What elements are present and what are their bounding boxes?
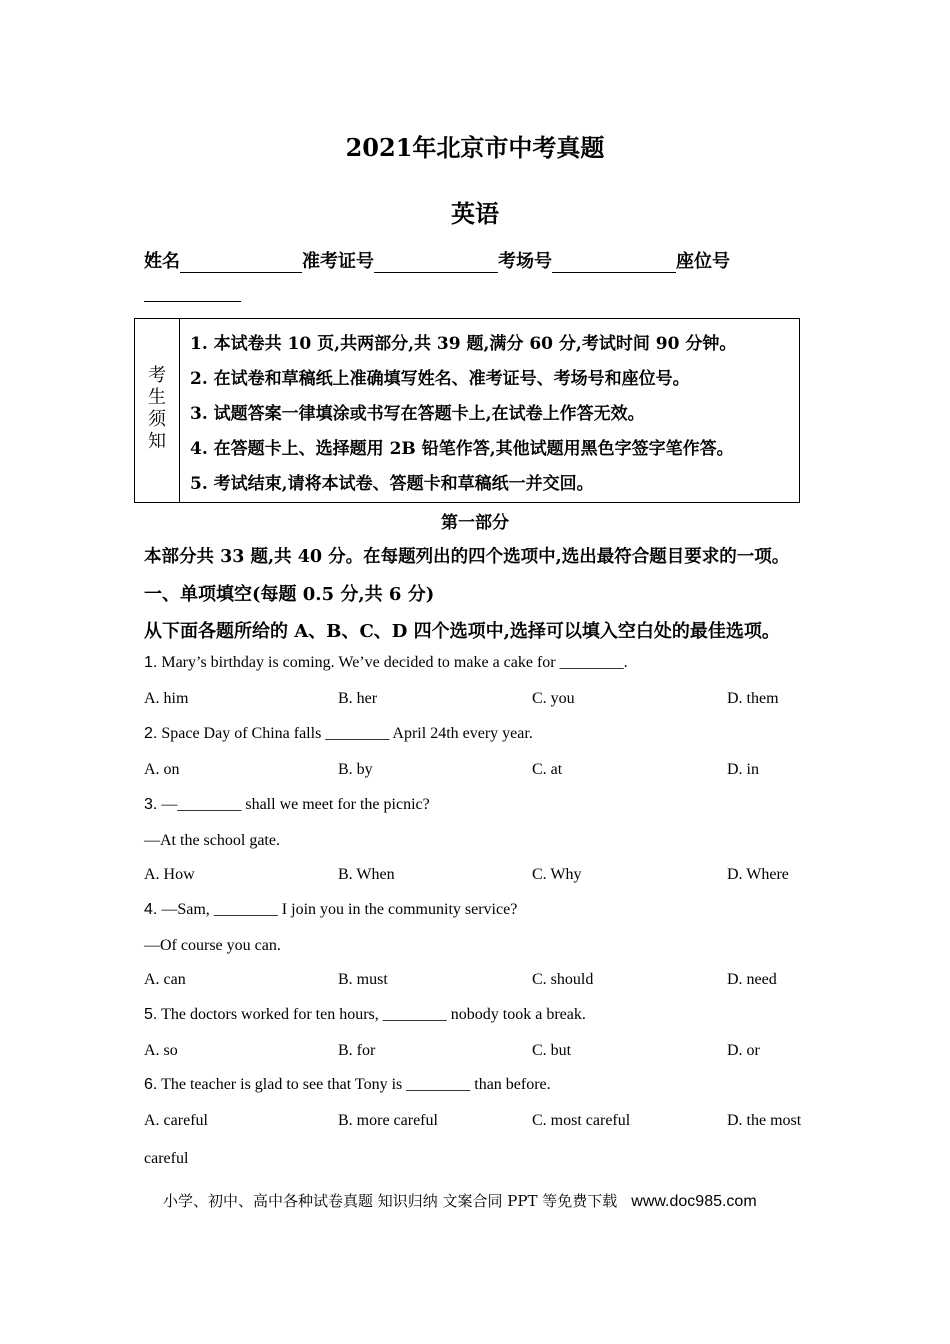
question-reply: —Of course you can. xyxy=(144,937,281,954)
notice-item: 4. 在答题卡上、选择题用 2B 铅笔作答,其他试题用黑色字签字笔作答。 xyxy=(190,439,734,459)
question-stem: —________ shall we meet for the picnic? xyxy=(161,796,430,813)
question-number: 2. xyxy=(144,725,158,742)
option-a[interactable]: A. so xyxy=(144,1042,178,1059)
option-a[interactable]: A. careful xyxy=(144,1112,208,1129)
option-b[interactable]: B. by xyxy=(338,761,373,778)
option-b[interactable]: B. her xyxy=(338,690,378,707)
question-4 xyxy=(144,901,517,919)
option-d-continuation: careful xyxy=(144,1150,189,1167)
option-c[interactable]: C. you xyxy=(532,690,575,707)
question-stem: Mary’s birthday is coming. We’ve decided to make a cake for ________. xyxy=(161,654,628,671)
info-fields-row xyxy=(144,247,730,273)
seat-blank[interactable] xyxy=(144,285,241,302)
question-3 xyxy=(144,796,430,814)
page-title: 2021年北京市中考真题 xyxy=(345,133,605,162)
question-1 xyxy=(144,654,628,672)
question-stem: The doctors worked for ten hours, ________ nobody took a break. xyxy=(161,1006,586,1023)
name-label: 姓名 xyxy=(144,251,180,272)
option-d[interactable]: D. the most xyxy=(727,1112,802,1129)
section-instruction: 从下面各题所给的 A、B、C、D 四个选项中,选择可以填入空白处的最佳选项。 xyxy=(144,621,780,642)
notice-label: 考生须知 xyxy=(148,365,166,452)
question-number: 5. xyxy=(144,1006,158,1023)
question-stem: The teacher is glad to see that Tony is ________ than before. xyxy=(161,1076,551,1093)
room-label: 考场号 xyxy=(498,251,552,272)
option-a[interactable]: A. can xyxy=(144,971,186,988)
question-reply: —At the school gate. xyxy=(144,832,280,849)
subject-title: 英语 xyxy=(451,199,499,228)
notice-item: 2. 在试卷和草稿纸上准确填写姓名、准考证号、考场号和座位号。 xyxy=(190,369,690,389)
part-intro: 本部分共 33 题,共 40 分。在每题列出的四个选项中,选出最符合题目要求的一项。 xyxy=(144,547,790,567)
option-b[interactable]: B. When xyxy=(338,866,395,883)
exam-number-label: 准考证号 xyxy=(302,251,374,272)
option-d[interactable]: D. in xyxy=(727,761,759,778)
room-blank[interactable] xyxy=(552,254,676,273)
option-a[interactable]: A. him xyxy=(144,690,189,707)
option-b[interactable]: B. for xyxy=(338,1042,376,1059)
question-number: 4. xyxy=(144,901,158,918)
option-d[interactable]: D. them xyxy=(727,690,779,707)
option-a[interactable]: A. on xyxy=(144,761,180,778)
footer-text: 小学、初中、高中各种试卷真题 知识归纳 文案合同 PPT 等免费下载 xyxy=(163,1192,618,1210)
option-c[interactable]: C. most careful xyxy=(532,1112,631,1129)
question-2 xyxy=(144,725,533,743)
notice-box xyxy=(134,318,800,503)
option-c[interactable]: C. at xyxy=(532,761,563,778)
option-d[interactable]: D. or xyxy=(727,1042,760,1059)
section-title: 一、单项填空(每题 0.5 分,共 6 分) xyxy=(144,584,435,605)
part-heading: 第一部分 xyxy=(441,513,509,533)
question-stem: Space Day of China falls ________ April 24th every year. xyxy=(161,725,533,742)
footer xyxy=(163,1190,757,1211)
option-b[interactable]: B. more careful xyxy=(338,1112,438,1129)
notice-item: 5. 考试结束,请将本试卷、答题卡和草稿纸一并交回。 xyxy=(190,474,594,494)
option-c[interactable]: C. but xyxy=(532,1042,572,1059)
option-d[interactable]: D. need xyxy=(727,971,777,988)
question-number: 6. xyxy=(144,1076,158,1093)
question-number: 3. xyxy=(144,796,158,813)
notice-item: 1. 本试卷共 10 页,共两部分,共 39 题,满分 60 分,考试时间 90 分钟。 xyxy=(190,334,737,354)
option-b[interactable]: B. must xyxy=(338,971,388,988)
option-c[interactable]: C. Why xyxy=(532,866,582,883)
seat-label: 座位号 xyxy=(676,251,730,272)
notice-item: 3. 试题答案一律填涂或书写在答题卡上,在试卷上作答无效。 xyxy=(190,404,645,424)
notice-label-cell xyxy=(135,319,180,502)
footer-link[interactable]: www.doc985.com xyxy=(631,1193,757,1210)
question-5 xyxy=(144,1006,586,1024)
question-stem: —Sam, ________ I join you in the community service? xyxy=(161,901,518,918)
exam-number-blank[interactable] xyxy=(374,254,498,273)
question-number: 1. xyxy=(144,654,158,671)
question-6 xyxy=(144,1076,551,1094)
option-c[interactable]: C. should xyxy=(532,971,594,988)
name-blank[interactable] xyxy=(180,254,302,273)
option-a[interactable]: A. How xyxy=(144,866,195,883)
option-d[interactable]: D. Where xyxy=(727,866,789,883)
